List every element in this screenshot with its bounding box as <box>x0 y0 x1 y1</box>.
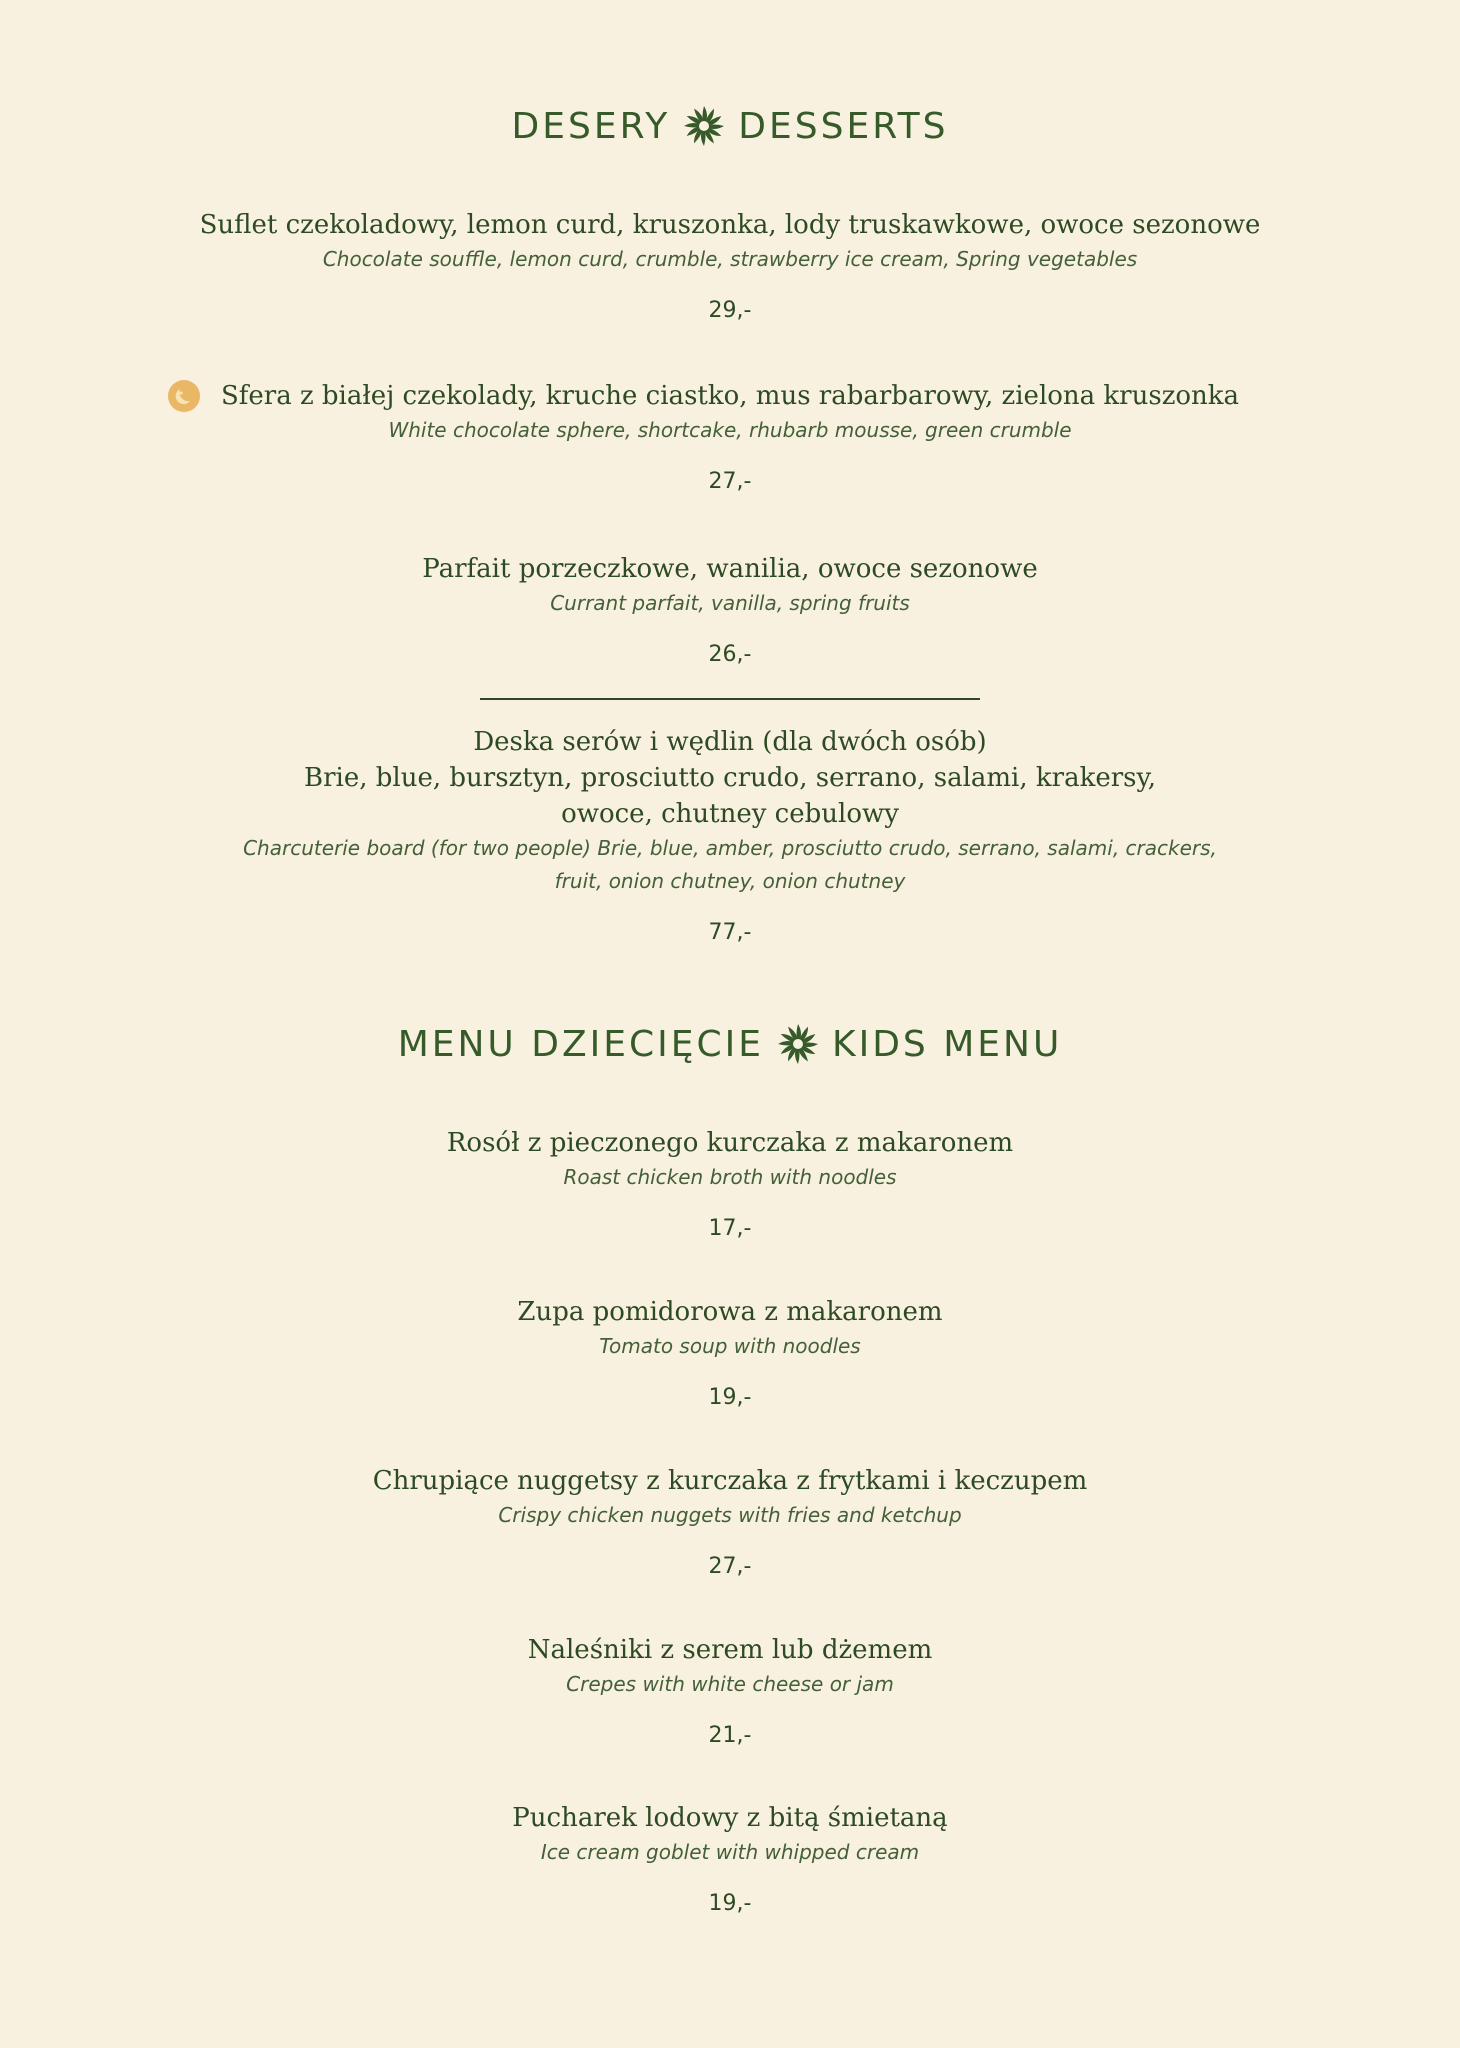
item-name-pl: Sfera z białej czekolady, kruche ciastko, mus rabarbarowy, zielona kruszonka <box>220 381 1240 411</box>
item-price: 21,- <box>708 1723 752 1748</box>
board-name-en-line2: fruit, onion chutney, onion chutney <box>554 869 906 893</box>
item-name-pl: Parfait porzeczkowe, wanilia, owoce sezonowe <box>422 554 1038 584</box>
item-name-pl: Suflet czekoladowy, lemon curd, kruszonka, lody truskawkowe, owoce sezonowe <box>199 210 1261 240</box>
kids-title-left: MENU DZIECIĘCIE <box>397 1023 764 1065</box>
item-name-pl: Pucharek lodowy z bitą śmietaną <box>512 1803 948 1833</box>
item-price: 19,- <box>708 1385 752 1410</box>
item-name-en: Crepes with white cheese or jam <box>566 1672 894 1696</box>
board-name-en-line1: Charcuterie board (for two people) Brie, blue, amber, prosciutto crudo, serrano, salami, crackers, <box>243 836 1217 860</box>
item-price: 77,- <box>708 920 752 945</box>
board-name-pl-line2: Brie, blue, bursztyn, prosciutto crudo, serrano, salami, krakersy, <box>304 763 1156 793</box>
desserts-title-left: DESERY <box>511 105 671 147</box>
item-price: 19,- <box>708 1891 752 1916</box>
menu-item <box>0 207 1460 326</box>
menu-item <box>0 1125 1460 1244</box>
menu-item <box>0 1463 1460 1582</box>
item-price: 26,- <box>708 642 752 667</box>
item-price: 17,- <box>708 1216 752 1241</box>
kids-menu-title <box>0 1022 1460 1066</box>
section-divider <box>480 698 980 700</box>
item-name-pl: Naleśniki z serem lub dżemem <box>527 1635 933 1665</box>
item-name-en: Crispy chicken nuggets with fries and ketchup <box>498 1503 962 1527</box>
spiral-ornament-icon <box>776 1022 820 1066</box>
item-name-pl: Zupa pomidorowa z makaronem <box>517 1297 943 1327</box>
menu-item <box>0 551 1460 670</box>
item-name-en: Currant parfait, vanilla, spring fruits <box>550 591 910 615</box>
menu-item <box>0 1632 1460 1751</box>
board-name-pl-line3: owoce, chutney cebulowy <box>561 799 899 829</box>
kids-title-right: KIDS MENU <box>831 1023 1063 1065</box>
item-name-en: White chocolate sphere, shortcake, rhubarb mousse, green crumble <box>388 418 1072 442</box>
menu-item <box>0 378 1460 497</box>
menu-item-board <box>0 724 1460 948</box>
desserts-title-right: DESSERTS <box>738 105 949 147</box>
menu-item <box>0 1294 1460 1413</box>
item-name-pl: Rosół z pieczonego kurczaka z makaronem <box>446 1128 1014 1158</box>
item-price: 27,- <box>708 469 752 494</box>
menu-item <box>0 1800 1460 1919</box>
item-price: 27,- <box>708 1554 752 1579</box>
item-name-en: Chocolate souffle, lemon curd, crumble, strawberry ice cream, Spring vegetables <box>322 247 1138 271</box>
item-name-en: Ice cream goblet with whipped cream <box>540 1840 920 1864</box>
spiral-ornament-icon <box>682 104 726 148</box>
desserts-title <box>0 104 1460 148</box>
item-name-en: Roast chicken broth with noodles <box>563 1165 897 1189</box>
board-name-pl-line1: Deska serów i wędlin (dla dwóch osób) <box>473 727 987 757</box>
item-name-pl: Chrupiące nuggetsy z kurczaka z frytkami i keczupem <box>372 1466 1088 1496</box>
item-name-en: Tomato soup with noodles <box>599 1334 861 1358</box>
item-price: 29,- <box>708 298 752 323</box>
